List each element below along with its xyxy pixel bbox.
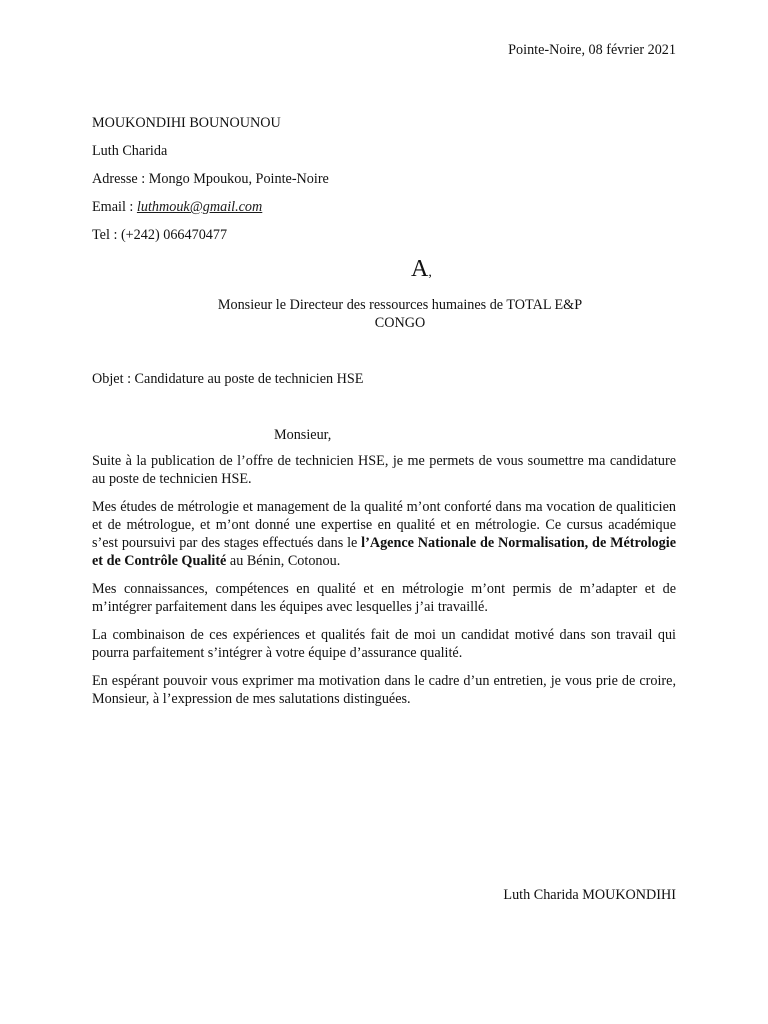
paragraph-4: La combinaison de ces expériences et qualités fait de moi un candidat motivé dans son travail qui pourra parfaitement s’intégrer à votre équipe d’assurance qualité. [92, 627, 676, 661]
place-date: Pointe-Noire, 08 février 2021 [508, 42, 676, 58]
sender-name: MOUKONDIHI BOUNOUNOU [92, 115, 281, 131]
subject-line: Objet : Candidature au poste de technicien HSE [92, 371, 364, 387]
sender-phone [92, 225, 329, 253]
sender-address [92, 169, 329, 197]
tel-label: Tel : [92, 227, 121, 243]
sender-email [92, 197, 329, 225]
a-comma: , [428, 265, 432, 280]
agency-name: l’Agence Nationale de Normalisation, de Métrologie et de Contrôle Qualité [92, 535, 676, 569]
letter-body [92, 452, 676, 718]
sender-first-names: Luth Charida [92, 143, 168, 159]
recipient-a-mark [411, 256, 432, 283]
paragraph-2-start: Mes études de métrologie et management de la qualité m’ont conforté dans ma vocation de qualiticien et de métrologue, et m’ont donné une expertise en qualité et en métrologie. Ce cursus académique s’est poursuivi par des stages effectués dans le [92, 499, 676, 551]
paragraph-2-end: au Bénin, Cotonou. [226, 553, 341, 569]
email-link[interactable]: luthmouk@gmail.com [136, 199, 263, 215]
sender-block [92, 113, 329, 253]
recipient-line: Monsieur le Directeur des ressources humaines de TOTAL E&P CONGO [217, 297, 583, 331]
paragraph-1: Suite à la publication de l’offre de technicien HSE, je me permets de vous soumettre ma candidature au poste de technicien HSE. [92, 453, 676, 487]
paragraph-5: En espérant pouvoir vous exprimer ma motivation dans le cadre d’un entretien, je vous prie de croire, Monsieur, à l’expression de mes salutations distinguées. [92, 673, 676, 707]
a-letter: A [411, 256, 429, 282]
paragraph-2 [92, 498, 676, 570]
salutation: Monsieur, [274, 427, 332, 443]
tel-value: (+242) 066470477 [120, 227, 228, 243]
address-label: Adresse : [92, 171, 149, 187]
paragraph-3: Mes connaissances, compétences en qualité et en métrologie m’ont permis de m’adapter et de m’intégrer parfaitement dans les équipes avec lesquelles j’ai travaillé. [92, 581, 676, 615]
email-label: Email : [92, 199, 137, 215]
signature: Luth Charida MOUKONDIHI [503, 887, 676, 903]
address-value: Mongo Mpoukou, Pointe-Noire [148, 171, 329, 187]
